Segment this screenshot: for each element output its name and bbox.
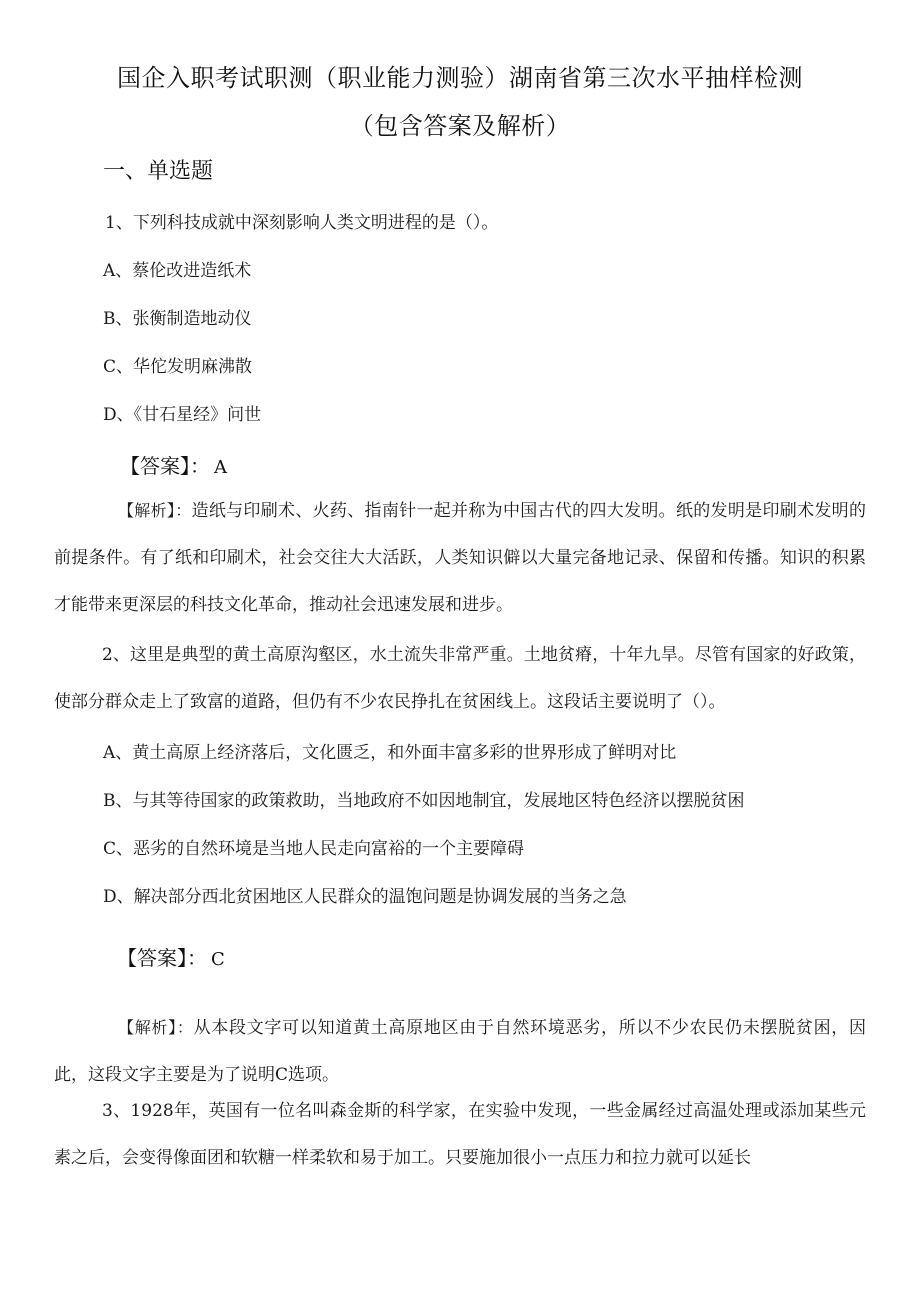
question-2-answer [117, 942, 225, 971]
question-1-option-d: D、《甘石星经》问世 [103, 405, 262, 425]
question-1-analysis [54, 487, 866, 629]
answer-label: 【答案】： [120, 454, 210, 478]
document-title-line-2: （包含答案及解析） [349, 112, 571, 140]
analysis-label: 【解析】： [118, 501, 192, 520]
analysis-label: 【解析】： [118, 1018, 194, 1037]
question-1-answer [120, 450, 227, 479]
section-heading: 一、单选题 [103, 159, 214, 184]
question-2-option-c: C、恶劣的自然环境是当地人民走向富裕的一个主要障碍 [103, 839, 525, 859]
question-1-stem: 1、下列科技成就中深刻影响人类文明进程的是（）。 [105, 213, 499, 233]
question-2-analysis [54, 1004, 866, 1099]
question-2-option-d: D、解决部分西北贫困地区人民群众的温饱问题是协调发展的当务之急 [103, 887, 627, 907]
question-2-option-b: B、与其等待国家的政策救助，当地政府不如因地制宜，发展地区特色经济以摆脱贫困 [103, 791, 745, 811]
question-2-stem: 2、这里是典型的黄土高原沟壑区，水土流失非常严重。土地贫瘠，十年九旱。尽管有国家的好政策，使部分群众走上了致富的道路，但仍有不少农民挣扎在贫困线上。这段话主要说明了（）。 [54, 645, 866, 712]
question-1-option-b: B、张衡制造地动仪 [103, 309, 252, 329]
answer-label: 【答案】： [117, 946, 207, 970]
question-1-option-c: C、华佗发明麻沸散 [103, 357, 253, 377]
answer-value: C [211, 949, 225, 970]
answer-value: A [214, 457, 227, 478]
question-3-stem: 3、1928年，英国有一位名叫森金斯的科学家，在实验中发现，一些金属经过高温处理或添加某些元素之后，会变得像面团和软糖一样柔软和易于加工。只要施加很小一点压力和拉力就可以延长 [54, 1101, 866, 1168]
question-2-option-a: A、黄土高原上经济落后，文化匮乏，和外面丰富多彩的世界形成了鲜明对比 [103, 743, 677, 763]
analysis-text: 从本段文字可以知道黄土高原地区由于自然环境恶劣，所以不少农民仍未摆脱贫困，因此，这段文字主要是为了说明C选项。 [54, 1018, 866, 1085]
document-title-line-1: 国企入职考试职测（职业能力测验）湖南省第三次水平抽样检测 [117, 64, 803, 92]
analysis-text: 造纸与印刷术、火药、指南针一起并称为中国古代的四大发明。纸的发明是印刷术发明的前提条件。有了纸和印刷术，社会交往大大活跃，人类知识僻以大量完备地记录、保留和传播。知识的积累才能带来更深层的科技文化革命，推动社会迅速发展和进步。 [54, 501, 866, 615]
question-1-option-a: A、蔡伦改进造纸术 [103, 261, 252, 281]
